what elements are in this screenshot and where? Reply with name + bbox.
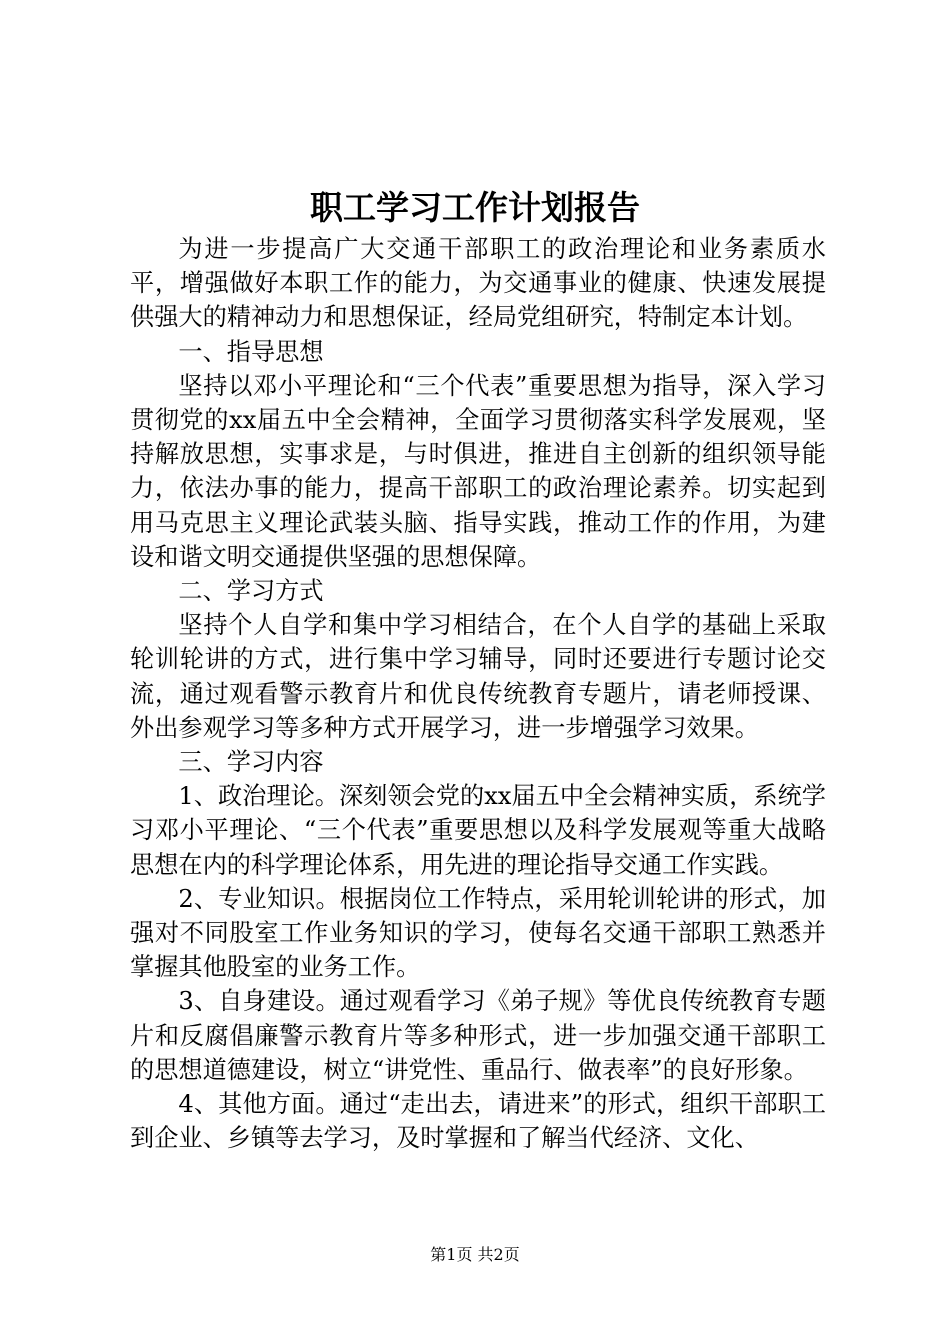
- section-heading-study-method: 二、学习方式: [178, 577, 324, 606]
- guiding-ideology-paragraph: 坚持以邓小平理论和“三个代表”重要思想为指导，深入学习贯彻党的xx届五中全会精神，全面学习贯彻落实科学发展观，坚持解放思想，实事求是，与时俱进，推进自主创新的组织领导能力，依法办事的能力，提高干部职工的政治理论素养。切实起到用马克思主义理论武装头脑、指导实践，推动工作的作用，为建设和谐文明交通提供坚强的思想保障。: [130, 371, 826, 571]
- section-heading-guiding-ideology: 一、指导思想: [178, 337, 324, 366]
- page-number-footer: 第1页 共2页: [430, 1245, 520, 1264]
- study-content-item-1: 1、政治理论。深刻领会党的xx届五中全会精神实质，系统学习邓小平理论、“三个代表”重要思想以及科学发展观等重大战略思想在内的科学理论体系，用先进的理论指导交通工作实践。: [130, 782, 826, 879]
- study-content-item-3: 3、自身建设。通过观看学习《弟子规》等优良传统教育专题片和反腐倡廉警示教育片等多种形式，进一步加强交通干部职工的思想道德建设，树立“讲党性、重品行、做表率”的良好形象。: [130, 987, 826, 1084]
- study-content-item-4: 4、其他方面。通过“走出去，请进来”的形式，组织干部职工到企业、乡镇等去学习，及时掌握和了解当代经济、文化、: [130, 1090, 826, 1153]
- study-method-paragraph: 坚持个人自学和集中学习相结合，在个人自学的基础上采取轮训轮讲的方式，进行集中学习辅导，同时还要进行专题讨论交流，通过观看警示教育片和优良传统教育专题片，请老师授课、外出参观学习等多种方式开展学习，进一步增强学习效果。: [130, 611, 826, 742]
- study-content-item-2: 2、专业知识。根据岗位工作特点，采用轮训轮讲的形式，加强对不同股室工作业务知识的学习，使每名交通干部职工熟悉并掌握其他股室的业务工作。: [130, 884, 826, 982]
- document-title: 职工学习工作计划报告: [310, 188, 640, 227]
- document-body: [130, 232, 826, 1155]
- intro-paragraph: 为进一步提高广大交通干部职工的政治理论和业务素质水平，增强做好本职工作的能力，为交通事业的健康、快速发展提供强大的精神动力和思想保证，经局党组研究，特制定本计划。: [130, 235, 826, 332]
- section-heading-study-content: 三、学习内容: [178, 748, 324, 777]
